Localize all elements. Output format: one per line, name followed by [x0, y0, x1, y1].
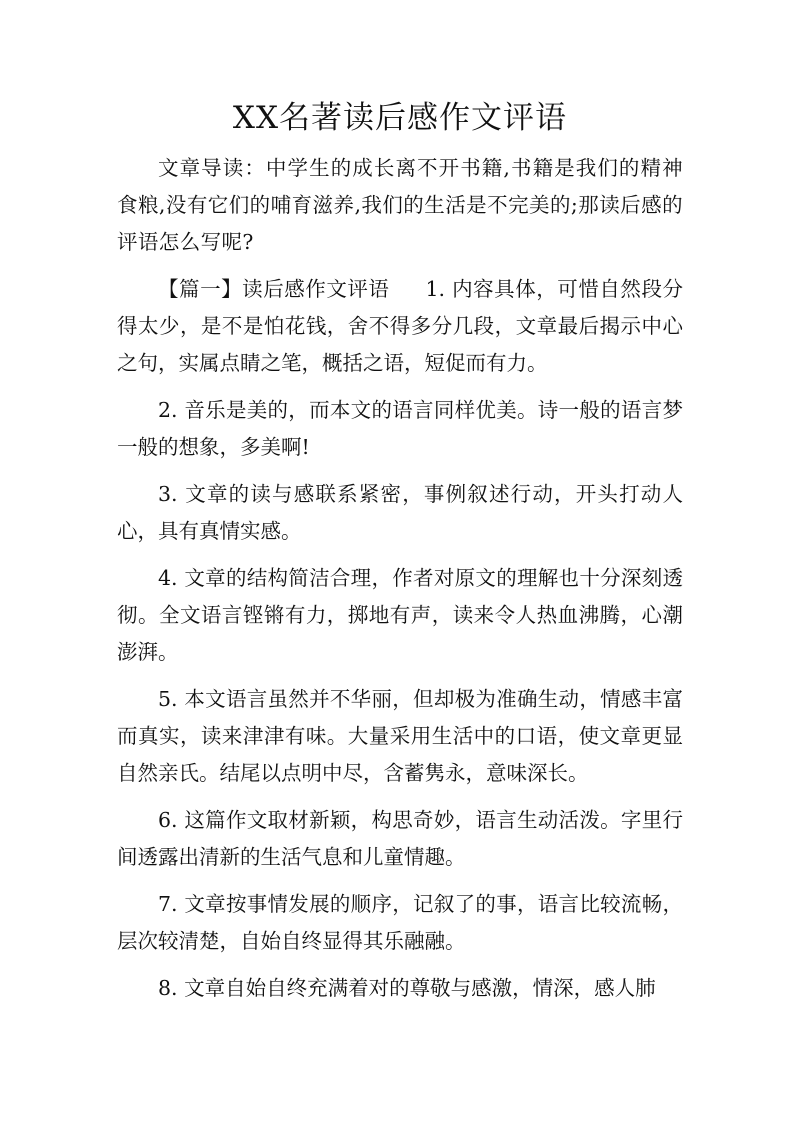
comment-item-7: 7. 文章按事情发展的顺序，记叙了的事，语言比较流畅，层次较清楚，自始自终显得其乐融融。 [117, 892, 683, 953]
section-heading: 【篇一】读后感作文评语 [158, 277, 390, 301]
comment-item-5: 5. 本文语言虽然并不华丽，但却极为准确生动，情感丰富而真实，读来津津有味。大量采用生活中的口语，使文章更显自然亲氏。结尾以点明中尽，含蓄隽永，意味深长。 [117, 687, 683, 785]
comment-item-2: 2. 音乐是美的，而本文的语言同样优美。诗一般的语言梦一般的想象，多美啊! [117, 398, 683, 459]
document-body [117, 150, 683, 1017]
section-paragraph-1 [117, 271, 683, 382]
comment-item-1: 1. 内容具体，可惜自然段分得太少，是不是怕花钱，舍不得多分几段，文章最后揭示中心之句，实属点睛之笔，概括之语，短促而有力。 [117, 277, 684, 375]
intro-paragraph: 文章导读：中学生的成长离不开书籍,书籍是我们的精神食粮,没有它们的哺育滋养,我们的生活是不完美的;那读后感的评语怎么写呢? [117, 156, 683, 254]
comment-item-8: 8. 文章自始自终充满着对的尊敬与感激，情深，感人肺 [158, 976, 656, 1000]
comment-item-4: 4. 文章的结构简洁合理，作者对原文的理解也十分深刻透彻。全文语言铿锵有力，掷地有声，读来令人热血沸腾，心潮澎湃。 [117, 566, 683, 664]
comment-item-6: 6. 这篇作文取材新颖，构思奇妙，语言生动活泼。字里行间透露出清新的生活气息和儿童情趣。 [117, 808, 683, 869]
comment-item-3: 3. 文章的读与感联系紧密，事例叙述行动，开头打动人心，具有真情实感。 [117, 482, 683, 543]
document-title: XX名著读后感作文评语 [232, 100, 568, 136]
